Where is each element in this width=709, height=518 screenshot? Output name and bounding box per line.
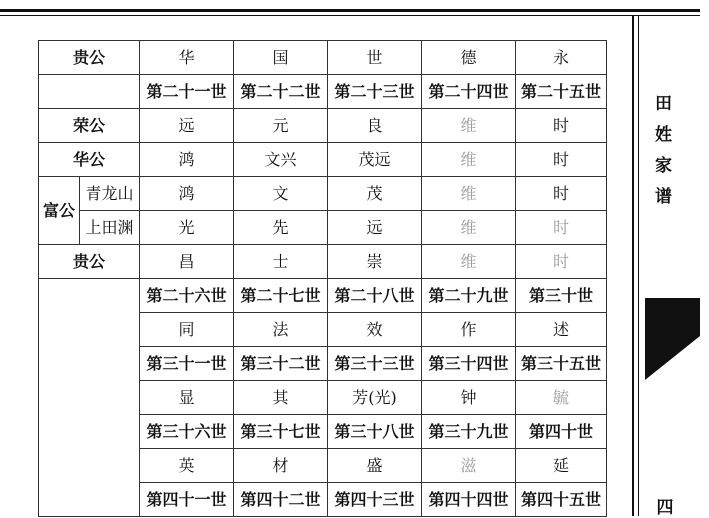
name-cell: 鸿	[140, 143, 234, 177]
generation-cell: 第三十世	[516, 279, 607, 313]
name-cell: 茂远	[328, 143, 422, 177]
generation-cell: 第二十五世	[516, 75, 607, 109]
name-cell: 时	[516, 211, 607, 245]
generation-cell: 第二十九世	[422, 279, 516, 313]
generation-cell: 第三十三世	[328, 347, 422, 381]
table-row	[39, 245, 607, 279]
sub-branch-label: 上田渊	[80, 211, 140, 245]
name-cell: 时	[516, 109, 607, 143]
name-cell: 文	[234, 177, 328, 211]
name-cell: 时	[516, 245, 607, 279]
name-cell: 维	[422, 245, 516, 279]
branch-label: 贵公	[39, 41, 140, 75]
generation-cell: 第三十四世	[422, 347, 516, 381]
name-cell: 效	[328, 313, 422, 347]
generation-cell: 第二十四世	[422, 75, 516, 109]
generation-cell: 第二十六世	[140, 279, 234, 313]
name-cell: 国	[234, 41, 328, 75]
generation-cell: 第二十七世	[234, 279, 328, 313]
name-cell: 德	[422, 41, 516, 75]
generation-cell: 第三十六世	[140, 415, 234, 449]
name-cell: 同	[140, 313, 234, 347]
generation-cell: 第三十七世	[234, 415, 328, 449]
generation-cell: 第二十一世	[140, 75, 234, 109]
header-rule-thick	[0, 9, 700, 12]
name-cell: 延	[516, 449, 607, 483]
name-cell: 崇	[328, 245, 422, 279]
generation-cell: 第三十八世	[328, 415, 422, 449]
branch-label: 贵公	[39, 245, 140, 279]
name-cell: 钟	[422, 381, 516, 415]
name-cell: 述	[516, 313, 607, 347]
name-cell: 文兴	[234, 143, 328, 177]
table-row	[39, 109, 607, 143]
table-row	[39, 41, 607, 75]
branch-label	[39, 279, 140, 517]
sub-branch-label: 青龙山	[80, 177, 140, 211]
name-cell: 鸿	[140, 177, 234, 211]
generation-cell: 第四十三世	[328, 483, 422, 517]
name-cell: 士	[234, 245, 328, 279]
name-cell: 世	[328, 41, 422, 75]
name-cell: 远	[328, 211, 422, 245]
generation-cell: 第三十五世	[516, 347, 607, 381]
chapter-tab-marker	[645, 298, 700, 380]
name-cell: 滋	[422, 449, 516, 483]
name-cell: 材	[234, 449, 328, 483]
table-row	[39, 211, 607, 245]
branch-label: 荣公	[39, 109, 140, 143]
table-row	[39, 279, 607, 313]
generation-cell: 第二十二世	[234, 75, 328, 109]
name-cell: 良	[328, 109, 422, 143]
margin-rule-outer	[632, 15, 634, 516]
generation-cell: 第二十八世	[328, 279, 422, 313]
table-row	[39, 143, 607, 177]
name-cell: 毓	[516, 381, 607, 415]
genealogy-table	[38, 40, 607, 517]
name-cell: 法	[234, 313, 328, 347]
name-cell: 显	[140, 381, 234, 415]
name-cell: 维	[422, 177, 516, 211]
name-cell: 盛	[328, 449, 422, 483]
generation-cell: 第三十二世	[234, 347, 328, 381]
margin-rule-inner	[638, 15, 639, 516]
page-number: 四	[656, 498, 674, 518]
generation-cell: 第四十二世	[234, 483, 328, 517]
name-cell: 先	[234, 211, 328, 245]
name-cell: 元	[234, 109, 328, 143]
name-cell: 华	[140, 41, 234, 75]
name-cell: 茂	[328, 177, 422, 211]
generation-cell: 第三十九世	[422, 415, 516, 449]
side-book-title: 田姓家谱	[651, 94, 671, 218]
name-cell: 作	[422, 313, 516, 347]
generation-cell: 第四十一世	[140, 483, 234, 517]
generation-cell: 第三十一世	[140, 347, 234, 381]
name-cell: 芳(光)	[328, 381, 422, 415]
name-cell: 远	[140, 109, 234, 143]
generation-cell: 第二十三世	[328, 75, 422, 109]
name-cell: 维	[422, 109, 516, 143]
generation-cell: 第四十五世	[516, 483, 607, 517]
name-cell: 维	[422, 211, 516, 245]
generation-cell: 第四十世	[516, 415, 607, 449]
branch-label: 华公	[39, 143, 140, 177]
name-cell: 昌	[140, 245, 234, 279]
name-cell: 时	[516, 177, 607, 211]
generation-cell: 第四十四世	[422, 483, 516, 517]
group-label: 富公	[39, 177, 80, 245]
branch-label	[39, 75, 140, 109]
name-cell: 其	[234, 381, 328, 415]
name-cell: 永	[516, 41, 607, 75]
table-row	[39, 75, 607, 109]
name-cell: 英	[140, 449, 234, 483]
name-cell: 时	[516, 143, 607, 177]
table-row	[39, 177, 607, 211]
name-cell: 光	[140, 211, 234, 245]
name-cell: 维	[422, 143, 516, 177]
header-rule-thin	[0, 15, 700, 16]
